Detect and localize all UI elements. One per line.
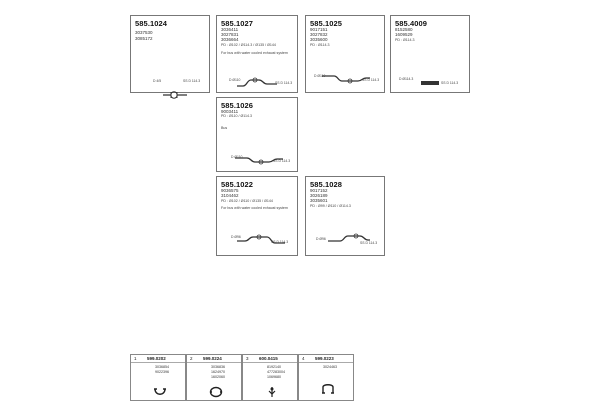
pipe-end-label: SS D 114.3 [271, 240, 289, 244]
pipe-diameters: PD : Ø114.3 [310, 43, 330, 47]
accessory-reference: 3036836 [211, 365, 225, 369]
part-number: 585.1026 [221, 101, 254, 110]
pipe-drawing [419, 78, 441, 88]
pipe-end-label: D Ø96 [231, 235, 241, 239]
part-number: 585.1024 [135, 19, 168, 28]
fitment-note: For bus with water cooled exhaust system [221, 206, 288, 210]
reference-number: 3036411 [221, 27, 239, 32]
pipe-end-label: SS D 114.3 [183, 79, 201, 83]
part-number: 585.1027 [221, 19, 254, 28]
pipe-end-label: SS D 114.3 [273, 159, 291, 163]
pipe-diameters: PD : Ø114.3 [395, 38, 415, 42]
accessory-part-number: 599.0202 [147, 356, 166, 361]
bracket-icon [321, 383, 335, 395]
accessory-cell[interactable] [130, 354, 186, 401]
accessory-reference: 1624970 [211, 370, 225, 374]
fitment-note: Bus [221, 126, 228, 130]
part-card[interactable] [216, 97, 298, 172]
part-card[interactable] [305, 176, 385, 256]
part-number: 585.1025 [310, 19, 343, 28]
part-card[interactable] [216, 176, 298, 256]
reference-number: 9017152 [310, 188, 328, 193]
accessory-index: 1 [134, 356, 137, 361]
pipe-drawing [161, 88, 191, 102]
pipe-diameters: PD : Ø102 / Ø110 / Ø135 / Ø144 [221, 199, 273, 203]
part-number: 585.4009 [395, 19, 428, 28]
accessory-reference: 3024463 [323, 365, 337, 369]
pipe-end-label: SS D 114.3 [275, 81, 293, 85]
accessory-index: 2 [190, 356, 193, 361]
accessory-reference: 8192140 [267, 365, 281, 369]
accessory-reference: 1069680 [267, 375, 281, 379]
pipe-end-label: SS D 114.3 [362, 78, 380, 82]
reference-number: 3035600 [310, 37, 328, 42]
accessory-part-number: 600.0415 [259, 356, 278, 361]
reference-number: 3027832 [310, 32, 328, 37]
pipe-end-label: D 4/5 [153, 79, 162, 83]
fitment-note: For bus with water cooled exhaust system [221, 51, 288, 55]
pipe-end-label: SS D 114.3 [441, 81, 459, 85]
part-card[interactable] [130, 15, 210, 93]
accessory-cell[interactable] [186, 354, 242, 401]
pipe-end-label: D Ø110 [231, 155, 243, 159]
part-card[interactable] [216, 15, 298, 93]
clamp-icon [153, 385, 167, 397]
reference-number: 3085172 [135, 36, 153, 41]
rubber-mount-icon [267, 386, 277, 398]
reference-number: 9036575 [221, 188, 239, 193]
accessory-cell[interactable] [298, 354, 354, 401]
reference-number: 3037530 [135, 30, 153, 35]
pipe-end-label: D Ø96 [316, 237, 326, 241]
reference-number: 8152580 [395, 27, 413, 32]
reference-number: 3104462 [221, 193, 239, 198]
accessory-reference: 3036854 [155, 365, 169, 369]
pipe-diameters: PD : Ø110 / Ø114.3 [221, 114, 253, 118]
pipe-end-label: SS D 114.3 [360, 241, 378, 245]
reference-number: 3026189 [310, 193, 328, 198]
part-card[interactable] [305, 15, 385, 93]
pipe-end-label: D Ø110 [314, 74, 326, 78]
reference-number: 9003411 [221, 109, 239, 114]
reference-number: 1609529 [395, 32, 413, 37]
pipe-end-label: D Ø114.3 [399, 77, 414, 81]
accessory-reference: 1602060 [211, 375, 225, 379]
accessory-index: 3 [246, 356, 249, 361]
part-card[interactable] [390, 15, 470, 93]
accessory-reference: 9022396 [155, 370, 169, 374]
part-number: 585.1028 [310, 180, 343, 189]
part-number: 585.1022 [221, 180, 254, 189]
reference-number: 9017151 [310, 27, 328, 32]
accessory-index: 4 [302, 356, 305, 361]
reference-number: 3035601 [310, 198, 328, 203]
gasket-icon [209, 386, 223, 398]
pipe-drawing [235, 76, 279, 92]
reference-number: 3036664 [221, 37, 239, 42]
accessory-part-number: 599.0223 [315, 356, 334, 361]
pipe-diameters: PD : Ø99 / Ø110 / Ø114.3 [310, 204, 351, 208]
reference-number: 3027831 [221, 32, 239, 37]
accessory-reference: 477283004 [267, 370, 285, 374]
pipe-end-label: D Ø110 [229, 78, 241, 82]
accessory-part-number: 599.0224 [203, 356, 222, 361]
accessory-cell[interactable] [242, 354, 298, 401]
pipe-diameters: PD : Ø102 / Ø114.3 / Ø135 / Ø144 [221, 43, 276, 47]
